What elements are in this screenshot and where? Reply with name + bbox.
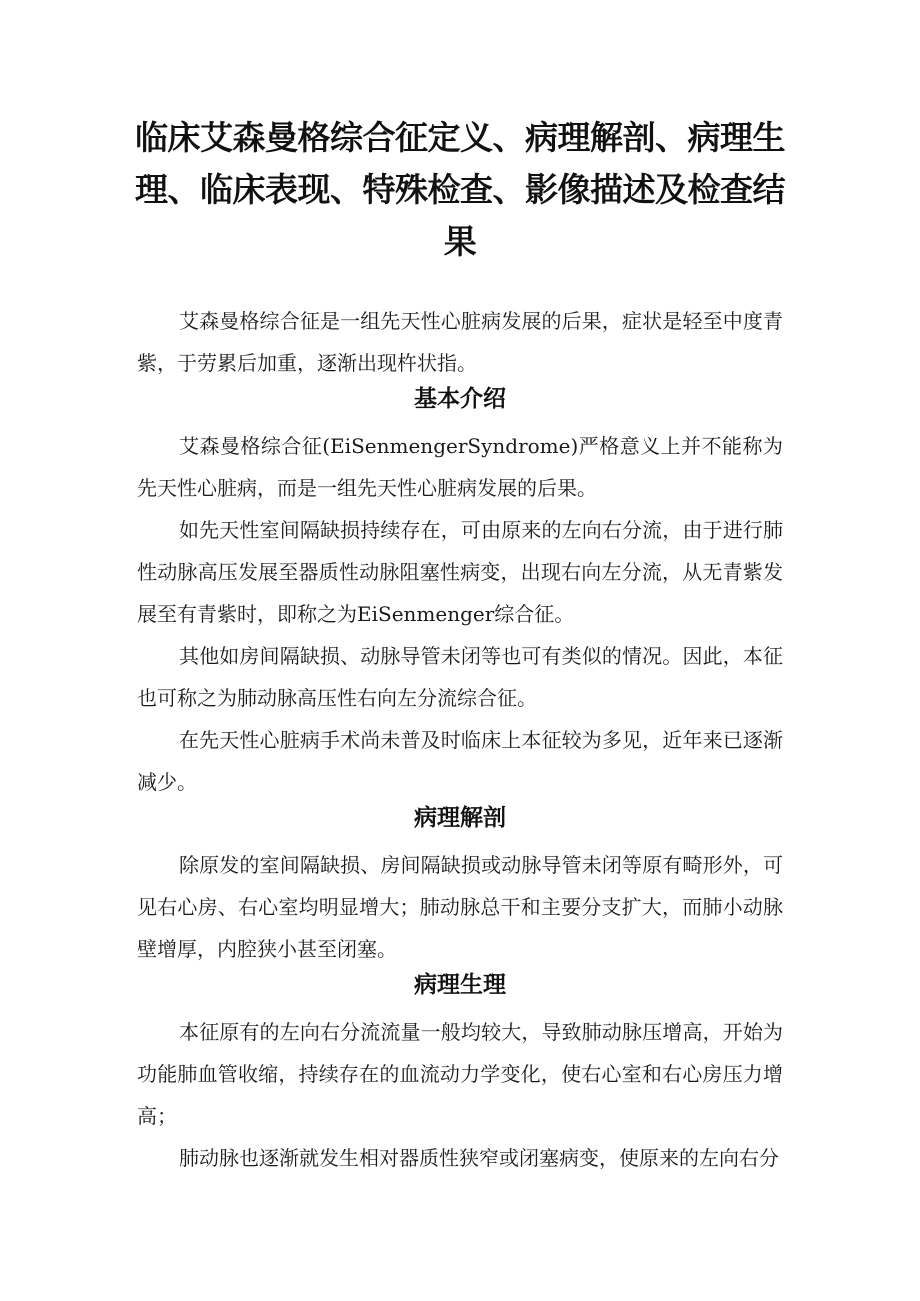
section-heading-pathophysiology: 病理生理: [414, 972, 506, 998]
paragraph-pathological-anatomy-1: 除原发的室间隔缺损、房间隔缺损或动脉导管未闭等原有畸形外，可见右心房、右心室均明显增大；肺动脉总干和主要分支扩大，而肺小动脉壁增厚，内腔狭小甚至闭塞。: [137, 853, 783, 961]
paragraph-pathophysiology-2: 肺动脉也逐渐就发生相对器质性狭窄或闭塞病变，使原来的左向右分: [179, 1146, 779, 1170]
paragraph-basic-intro-4: 在先天性心脏病手术尚未普及时临床上本征较为多见，近年来已逐渐减少。: [137, 728, 783, 794]
paragraph-basic-intro-1: 艾森曼格综合征(EiSenmengerSyndrome)严格意义上并不能称为先天性心脏病，而是一组先天性心脏病发展的后果。: [137, 434, 783, 500]
paragraph-basic-intro-2: 如先天性室间隔缺损持续存在，可由原来的左向右分流，由于进行肺性动脉高压发展至器质性动脉阻塞性病变，出现右向左分流，从无青紫发展至有青紫时，即称之为EiSenmenger综合征。: [137, 518, 783, 626]
section-heading-pathological-anatomy: 病理解剖: [414, 805, 506, 831]
section-heading-basic-intro: 基本介绍: [414, 386, 506, 412]
document-title: 临床艾森曼格综合征定义、病理解剖、病理生理、临床表现、特殊检查、影像描述及检查结果: [135, 118, 785, 261]
intro-paragraph: 艾森曼格综合征是一组先天性心脏病发展的后果，症状是轻至中度青紫，于劳累后加重，逐渐出现杵状指。: [137, 309, 783, 375]
paragraph-basic-intro-3: 其他如房间隔缺损、动脉导管未闭等也可有类似的情况。因此，本征也可称之为肺动脉高压性右向左分流综合征。: [137, 644, 783, 710]
paragraph-pathophysiology-1: 本征原有的左向右分流流量一般均较大，导致肺动脉压增高，开始为功能肺血管收缩，持续存在的血流动力学变化，使右心室和右心房压力增高；: [137, 1020, 783, 1128]
